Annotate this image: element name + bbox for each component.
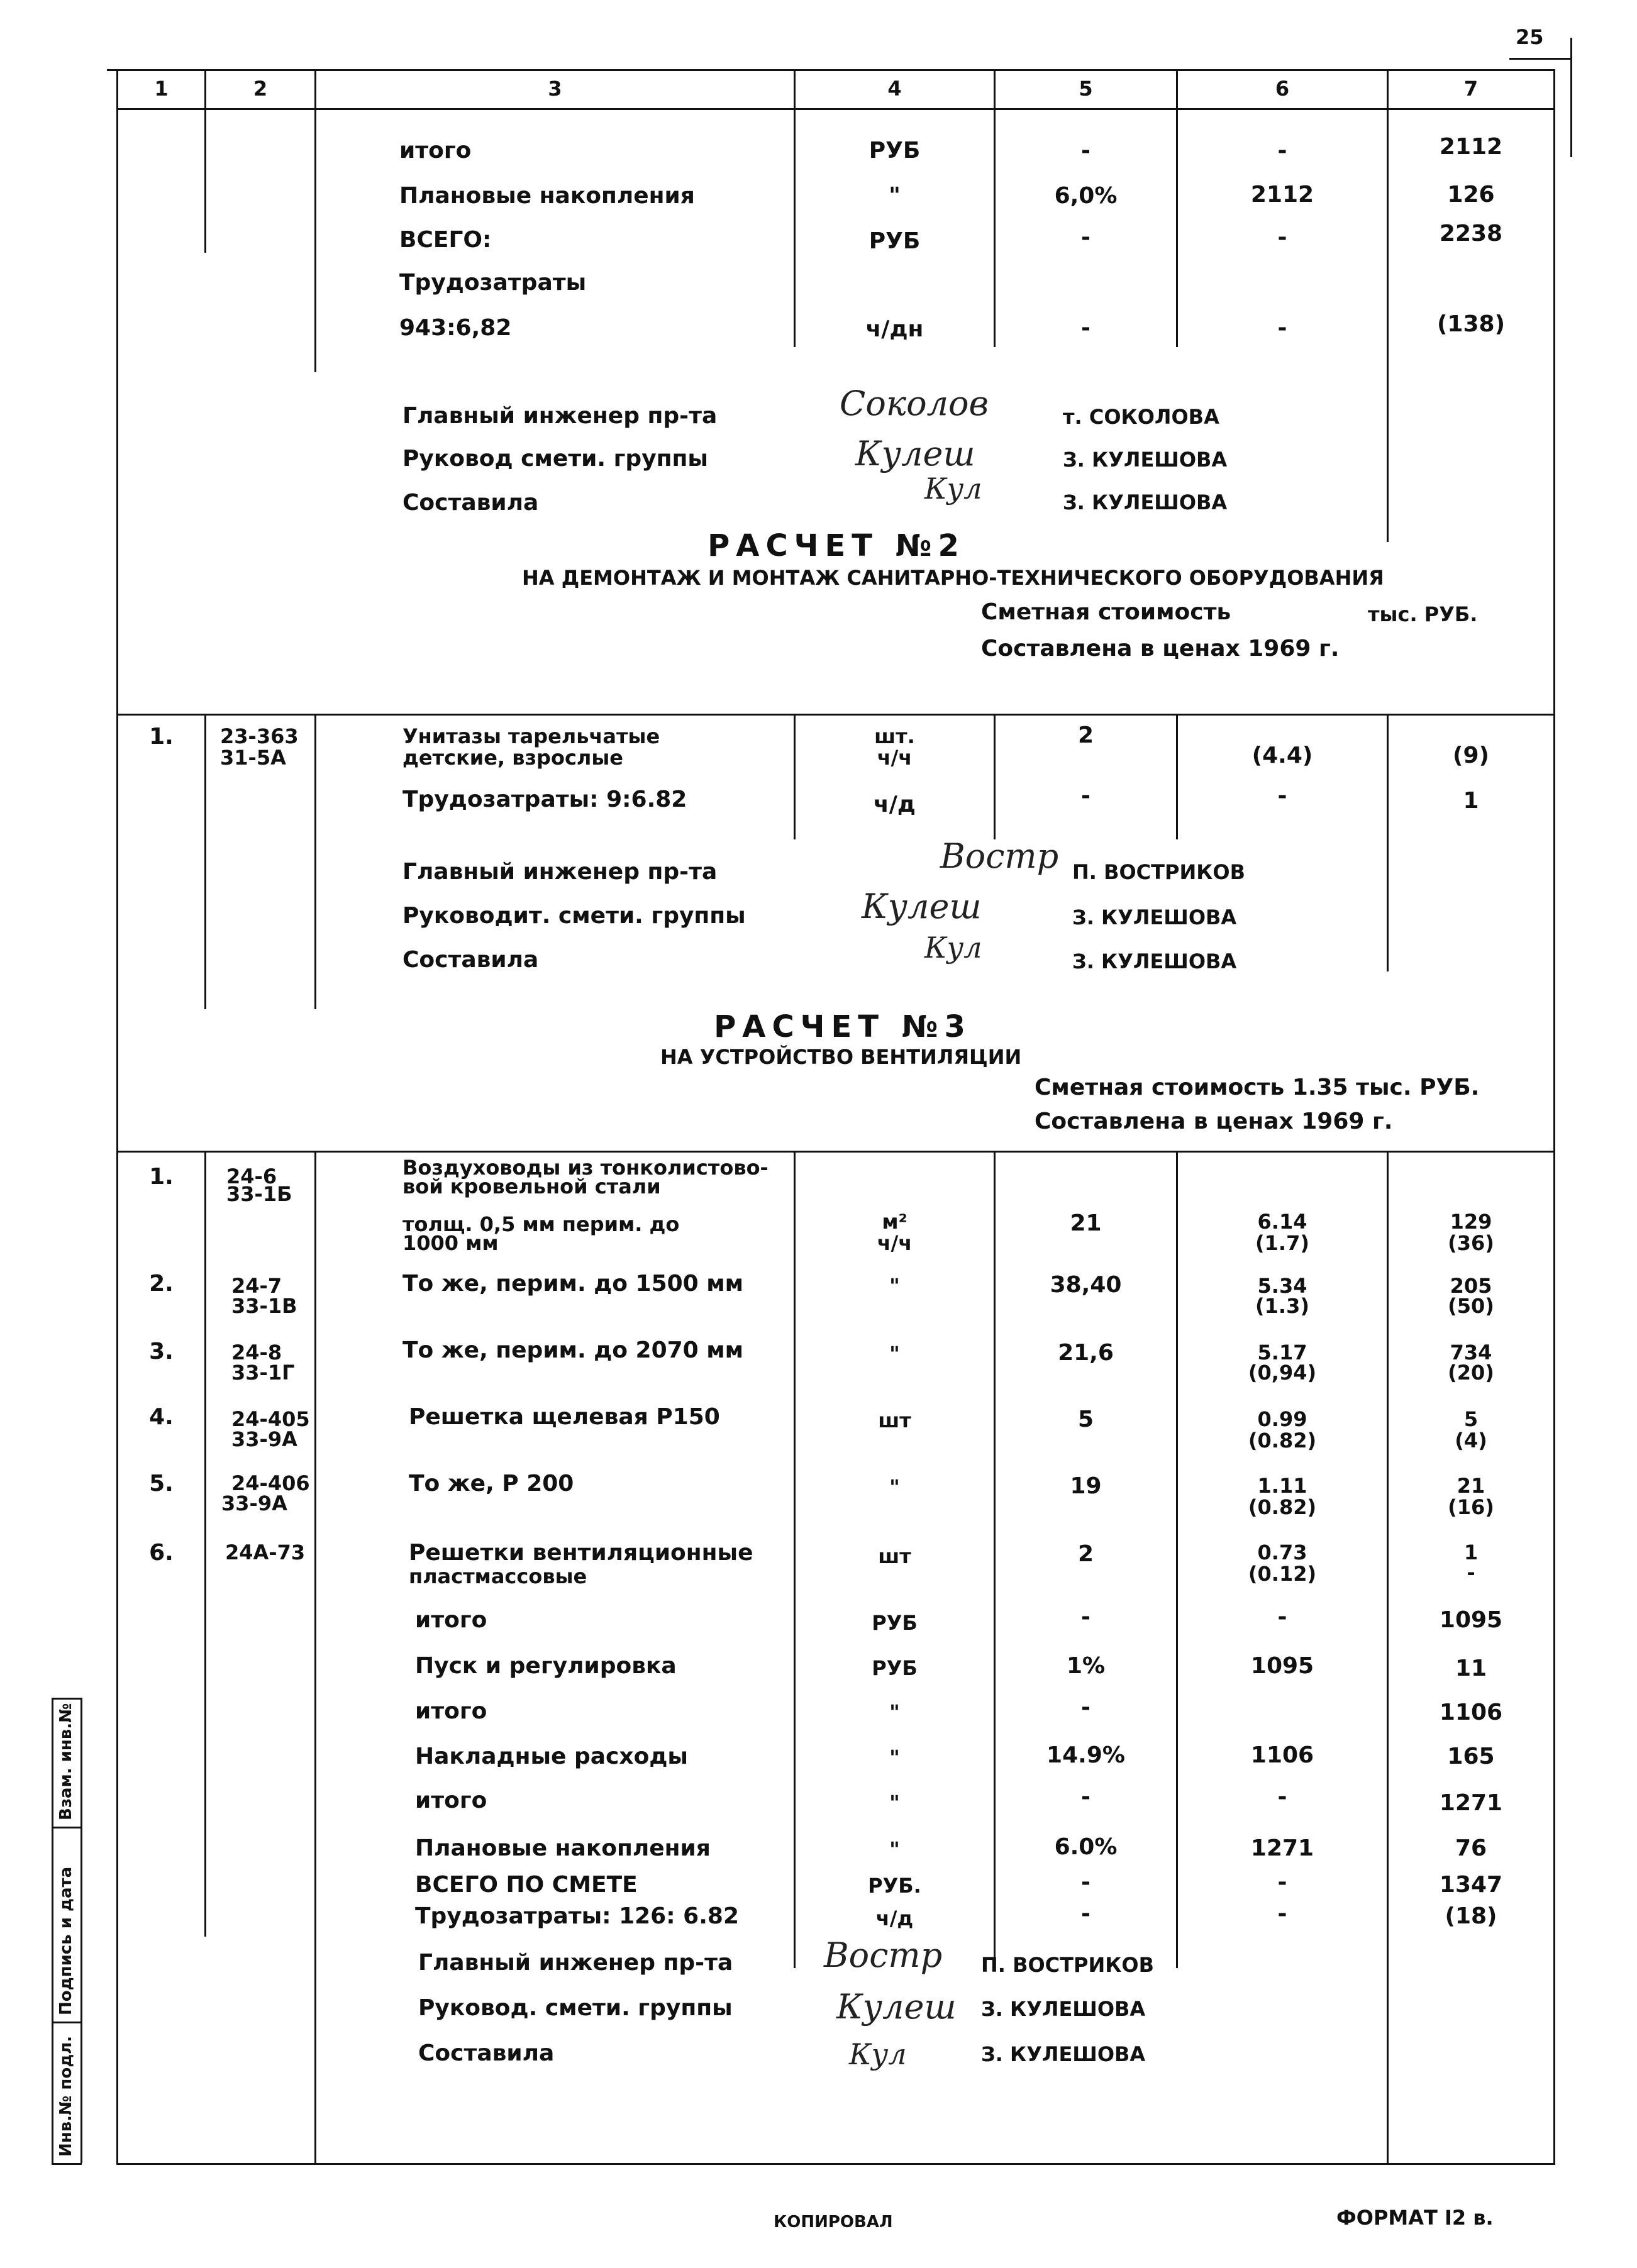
row-number: 6. [149, 1540, 174, 1566]
row-number: 5. [149, 1471, 174, 1496]
handwritten-signature: Кулеш [836, 1987, 957, 2027]
row-col6: - [1277, 315, 1287, 341]
row-col6: 1.11 [1257, 1474, 1307, 1498]
row-name: итого [415, 1788, 487, 1813]
row-col5: - [1081, 783, 1090, 809]
row-col7: - [1467, 1561, 1475, 1585]
row-unit: " [889, 1745, 900, 1769]
cost-unit: тыс. РУБ. [1368, 602, 1478, 626]
row-col7: 1347 [1439, 1872, 1503, 1898]
row-col6: (1.7) [1255, 1231, 1309, 1255]
row-col6: - [1277, 1784, 1287, 1810]
row-col7: 5 [1463, 1407, 1479, 1431]
row-name: 943:6,82 [399, 315, 512, 341]
signature-name: З. КУЛЕШОВА [1072, 949, 1237, 973]
row-col6: (4.4) [1251, 743, 1313, 768]
handwritten-signature: Кулеш [862, 887, 982, 926]
row-col6: - [1277, 138, 1287, 163]
row-name: Решетки вентиляционные [409, 1540, 753, 1566]
row-number: 3. [149, 1339, 174, 1364]
row-unit: " [889, 183, 901, 209]
column-header: 4 [887, 77, 902, 101]
row-col6: (0.12) [1248, 1562, 1317, 1586]
row-col5: 14.9% [1046, 1742, 1125, 1768]
signature-role: Руководит. смети. группы [402, 903, 746, 929]
row-col5: - [1081, 1604, 1090, 1630]
prices-label: Составлена в ценах 1969 г. [1035, 1109, 1393, 1134]
row-col5: 21 [1070, 1210, 1102, 1236]
row-col6: 5.17 [1257, 1341, 1307, 1364]
row-code: 24-8 [231, 1341, 282, 1364]
column-header: 3 [548, 77, 562, 101]
section-subtitle: НА ДЕМОНТАЖ И МОНТАЖ САНИТАРНО-ТЕХНИЧЕСКОГО ОБОРУДОВАНИЯ [522, 566, 1384, 590]
row-col7: 21 [1457, 1474, 1485, 1498]
section-subtitle: НА УСТРОЙСТВО ВЕНТИЛЯЦИИ [660, 1045, 1022, 1069]
row-name: итого [399, 138, 472, 163]
row-code: 24-7 [231, 1274, 282, 1298]
row-name: ВСЕГО: [399, 227, 492, 253]
column-header: 2 [253, 77, 268, 101]
row-col7: (16) [1448, 1495, 1494, 1519]
row-col5: - [1081, 224, 1090, 250]
stamp-label: Взам. инв.№ [57, 1703, 75, 1820]
row-unit: РУБ [872, 1656, 918, 1680]
row-col5: 6.0% [1054, 1834, 1118, 1860]
signature-role: Руковод. смети. группы [418, 1995, 733, 2021]
page-number: 25 [1516, 25, 1544, 49]
handwritten-signature: Кулеш [855, 434, 975, 473]
row-col7: 734 [1450, 1341, 1492, 1364]
row-unit: " [889, 1475, 900, 1499]
handwritten-signature: Соколов [840, 384, 989, 423]
handwritten-signature: Кул [849, 2037, 907, 2071]
column-header: 7 [1463, 77, 1479, 101]
row-col5: 5 [1077, 1407, 1094, 1432]
row-unit: м² [882, 1210, 907, 1234]
row-name: итого [415, 1607, 487, 1633]
row-col7: 126 [1447, 182, 1495, 207]
row-col7: (20) [1448, 1361, 1494, 1385]
row-col6: 0.73 [1257, 1541, 1307, 1564]
row-unit: " [889, 1342, 900, 1366]
handwritten-signature: Кул [924, 931, 982, 965]
row-name: толщ. 0,5 мм перим. до [402, 1212, 680, 1236]
row-unit: " [889, 1791, 900, 1815]
row-col7: (4) [1455, 1429, 1487, 1452]
row-name: итого [415, 1698, 487, 1724]
row-col7: 1106 [1439, 1700, 1503, 1725]
row-col6: 1095 [1250, 1653, 1314, 1679]
row-unit: РУБ [872, 1611, 918, 1635]
signature-name: т. СОКОЛОВА [1063, 405, 1219, 429]
row-unit: РУБ. [868, 1874, 921, 1898]
row-name: детские, взрослые [402, 746, 623, 770]
cost-label: Сметная стоимость 1.35 тыс. РУБ. [1035, 1075, 1480, 1100]
row-name: Накладные расходы [415, 1744, 688, 1769]
signature-role: Главный инженер пр-та [418, 1950, 733, 1976]
signature-name: З. КУЛЕШОВА [1063, 490, 1228, 514]
row-col6: (0,94) [1248, 1361, 1317, 1385]
row-col6: - [1277, 1869, 1287, 1895]
row-col6: 0.99 [1257, 1407, 1307, 1431]
row-col7: (9) [1453, 743, 1489, 768]
row-number: 4. [149, 1404, 174, 1430]
row-col5: 19 [1070, 1473, 1102, 1499]
row-col6: 2112 [1250, 182, 1314, 207]
row-unit: ч/ч [877, 746, 913, 770]
row-col7: (138) [1436, 311, 1506, 337]
row-col7: (18) [1445, 1903, 1497, 1929]
row-number: 1. [149, 1164, 174, 1190]
row-unit: шт [878, 1544, 911, 1568]
row-name: Плановые накопления [399, 183, 695, 209]
row-code: 33-1В [231, 1294, 297, 1318]
row-col6: (0.82) [1248, 1495, 1317, 1519]
row-name: То же, перим. до 1500 мм [402, 1271, 744, 1297]
row-unit: РУБ [868, 228, 921, 254]
row-number: 2. [149, 1271, 174, 1297]
row-code: 24-406 [231, 1471, 310, 1495]
row-col7: 2112 [1439, 134, 1503, 160]
row-name: Пуск и регулировка [415, 1653, 677, 1679]
row-name: То же, перим. до 2070 мм [402, 1337, 744, 1363]
row-code: 24-405 [231, 1407, 310, 1431]
row-name: Трудозатраты: 126: 6.82 [415, 1903, 739, 1929]
row-col7: 1 [1463, 788, 1479, 814]
row-col6: 1271 [1250, 1835, 1314, 1861]
stamp-label: Инв.№ подл. [57, 2035, 75, 2157]
column-header: 5 [1079, 77, 1093, 101]
signature-name: З. КУЛЕШОВА [1072, 905, 1237, 929]
row-name: Плановые накопления [415, 1835, 711, 1861]
signature-name: З. КУЛЕШОВА [981, 2042, 1146, 2066]
row-col7: 11 [1455, 1656, 1487, 1681]
row-name: То же, Р 200 [409, 1471, 574, 1496]
row-col7: 1 [1463, 1541, 1479, 1564]
signature-name: З. КУЛЕШОВА [1063, 448, 1228, 472]
row-code: 33-1Г [231, 1361, 295, 1385]
row-col5: - [1081, 315, 1090, 341]
column-header: 1 [154, 77, 169, 101]
row-code: 24А-73 [225, 1541, 306, 1564]
row-unit: ч/дн [865, 316, 924, 342]
row-unit: шт. [874, 724, 915, 748]
signature-name: З. КУЛЕШОВА [981, 1997, 1146, 2021]
row-name: 1000 мм [402, 1231, 499, 1255]
row-name: пластмассовые [409, 1564, 587, 1588]
row-col5: 21,6 [1058, 1340, 1114, 1366]
row-col5: 1% [1066, 1653, 1106, 1679]
row-col6: (1.3) [1255, 1294, 1309, 1318]
row-code: 33-9А [221, 1491, 287, 1515]
row-unit: шт [878, 1408, 911, 1432]
row-code: 33-1Б [226, 1182, 292, 1206]
row-unit: " [889, 1274, 900, 1298]
row-code: 33-9А [231, 1427, 297, 1451]
row-col6: 1106 [1250, 1742, 1314, 1768]
handwritten-signature: Востр [824, 1935, 943, 1975]
row-number: 1. [149, 724, 174, 750]
row-col7: (50) [1448, 1294, 1494, 1318]
row-name: Трудозатраты [399, 270, 587, 296]
format-label: ФОРМАТ I2 в. [1336, 2206, 1494, 2230]
row-unit: ч/ч [877, 1231, 913, 1255]
row-col7: 1095 [1439, 1607, 1503, 1633]
row-unit: РУБ [868, 138, 921, 163]
row-col5: 2 [1077, 722, 1094, 748]
row-col5: - [1081, 1869, 1090, 1895]
row-col5: 2 [1077, 1541, 1094, 1567]
row-code: 23-363 [220, 724, 299, 748]
row-col7: 129 [1450, 1210, 1492, 1234]
row-col6: 6.14 [1257, 1210, 1307, 1234]
row-col6: - [1277, 783, 1287, 809]
row-name: Унитазы тарельчатые [402, 724, 660, 748]
row-code: 24-6 [226, 1164, 277, 1188]
signature-role: Главный инженер пр-та [402, 403, 718, 429]
row-col7: 205 [1450, 1274, 1492, 1298]
row-name: ВСЕГО ПО СМЕТЕ [415, 1872, 638, 1898]
row-col5: 6,0% [1054, 183, 1118, 209]
signature-role: Составила [402, 947, 539, 973]
row-name: Решетка щелевая Р150 [409, 1404, 720, 1430]
column-header: 6 [1275, 77, 1290, 101]
row-col5: - [1081, 1695, 1090, 1720]
row-col7: 165 [1447, 1744, 1495, 1769]
row-name: Трудозатраты: 9:6.82 [402, 787, 687, 812]
signature-role: Составила [418, 2040, 555, 2066]
signature-name: П. ВОСТРИКОВ [981, 1953, 1154, 1977]
row-col7: 2238 [1439, 221, 1503, 246]
row-col6: (0.82) [1248, 1429, 1317, 1452]
row-col6: - [1277, 1901, 1287, 1927]
row-col7: (36) [1448, 1231, 1494, 1255]
row-col5: 38,40 [1050, 1272, 1122, 1298]
row-col6: - [1277, 1604, 1287, 1630]
row-col5: - [1081, 1784, 1090, 1810]
row-col7: 1271 [1439, 1790, 1503, 1816]
row-col5: - [1081, 1901, 1090, 1927]
stamp-label: Подпись и дата [57, 1866, 75, 2015]
row-name: Воздуховоды из тонколистово- [402, 1156, 769, 1180]
copied-label: КОПИРОВАЛ [774, 2213, 893, 2232]
row-unit: " [889, 1700, 900, 1724]
handwritten-signature: Кул [924, 472, 982, 506]
signature-name: П. ВОСТРИКОВ [1072, 860, 1245, 884]
signature-role: Составила [402, 490, 539, 516]
row-code: 31-5А [220, 746, 286, 770]
handwritten-signature: Востр [940, 836, 1059, 876]
signature-role: Главный инженер пр-та [402, 859, 718, 885]
section-title: РАСЧЕТ №3 [714, 1009, 972, 1044]
row-unit: " [889, 1837, 900, 1861]
row-unit: ч/д [875, 1906, 914, 1930]
row-col7: 76 [1455, 1835, 1487, 1861]
row-col5: - [1081, 138, 1090, 163]
prices-label: Составлена в ценах 1969 г. [981, 636, 1340, 661]
row-col6: - [1277, 224, 1287, 250]
row-name: вой кровельной стали [402, 1175, 661, 1198]
row-unit: ч/д [874, 792, 916, 817]
signature-role: Руковод смети. группы [402, 446, 708, 472]
cost-label: Сметная стоимость [981, 599, 1231, 625]
row-col6: 5.34 [1257, 1274, 1307, 1298]
section-title: РАСЧЕТ №2 [708, 528, 965, 563]
